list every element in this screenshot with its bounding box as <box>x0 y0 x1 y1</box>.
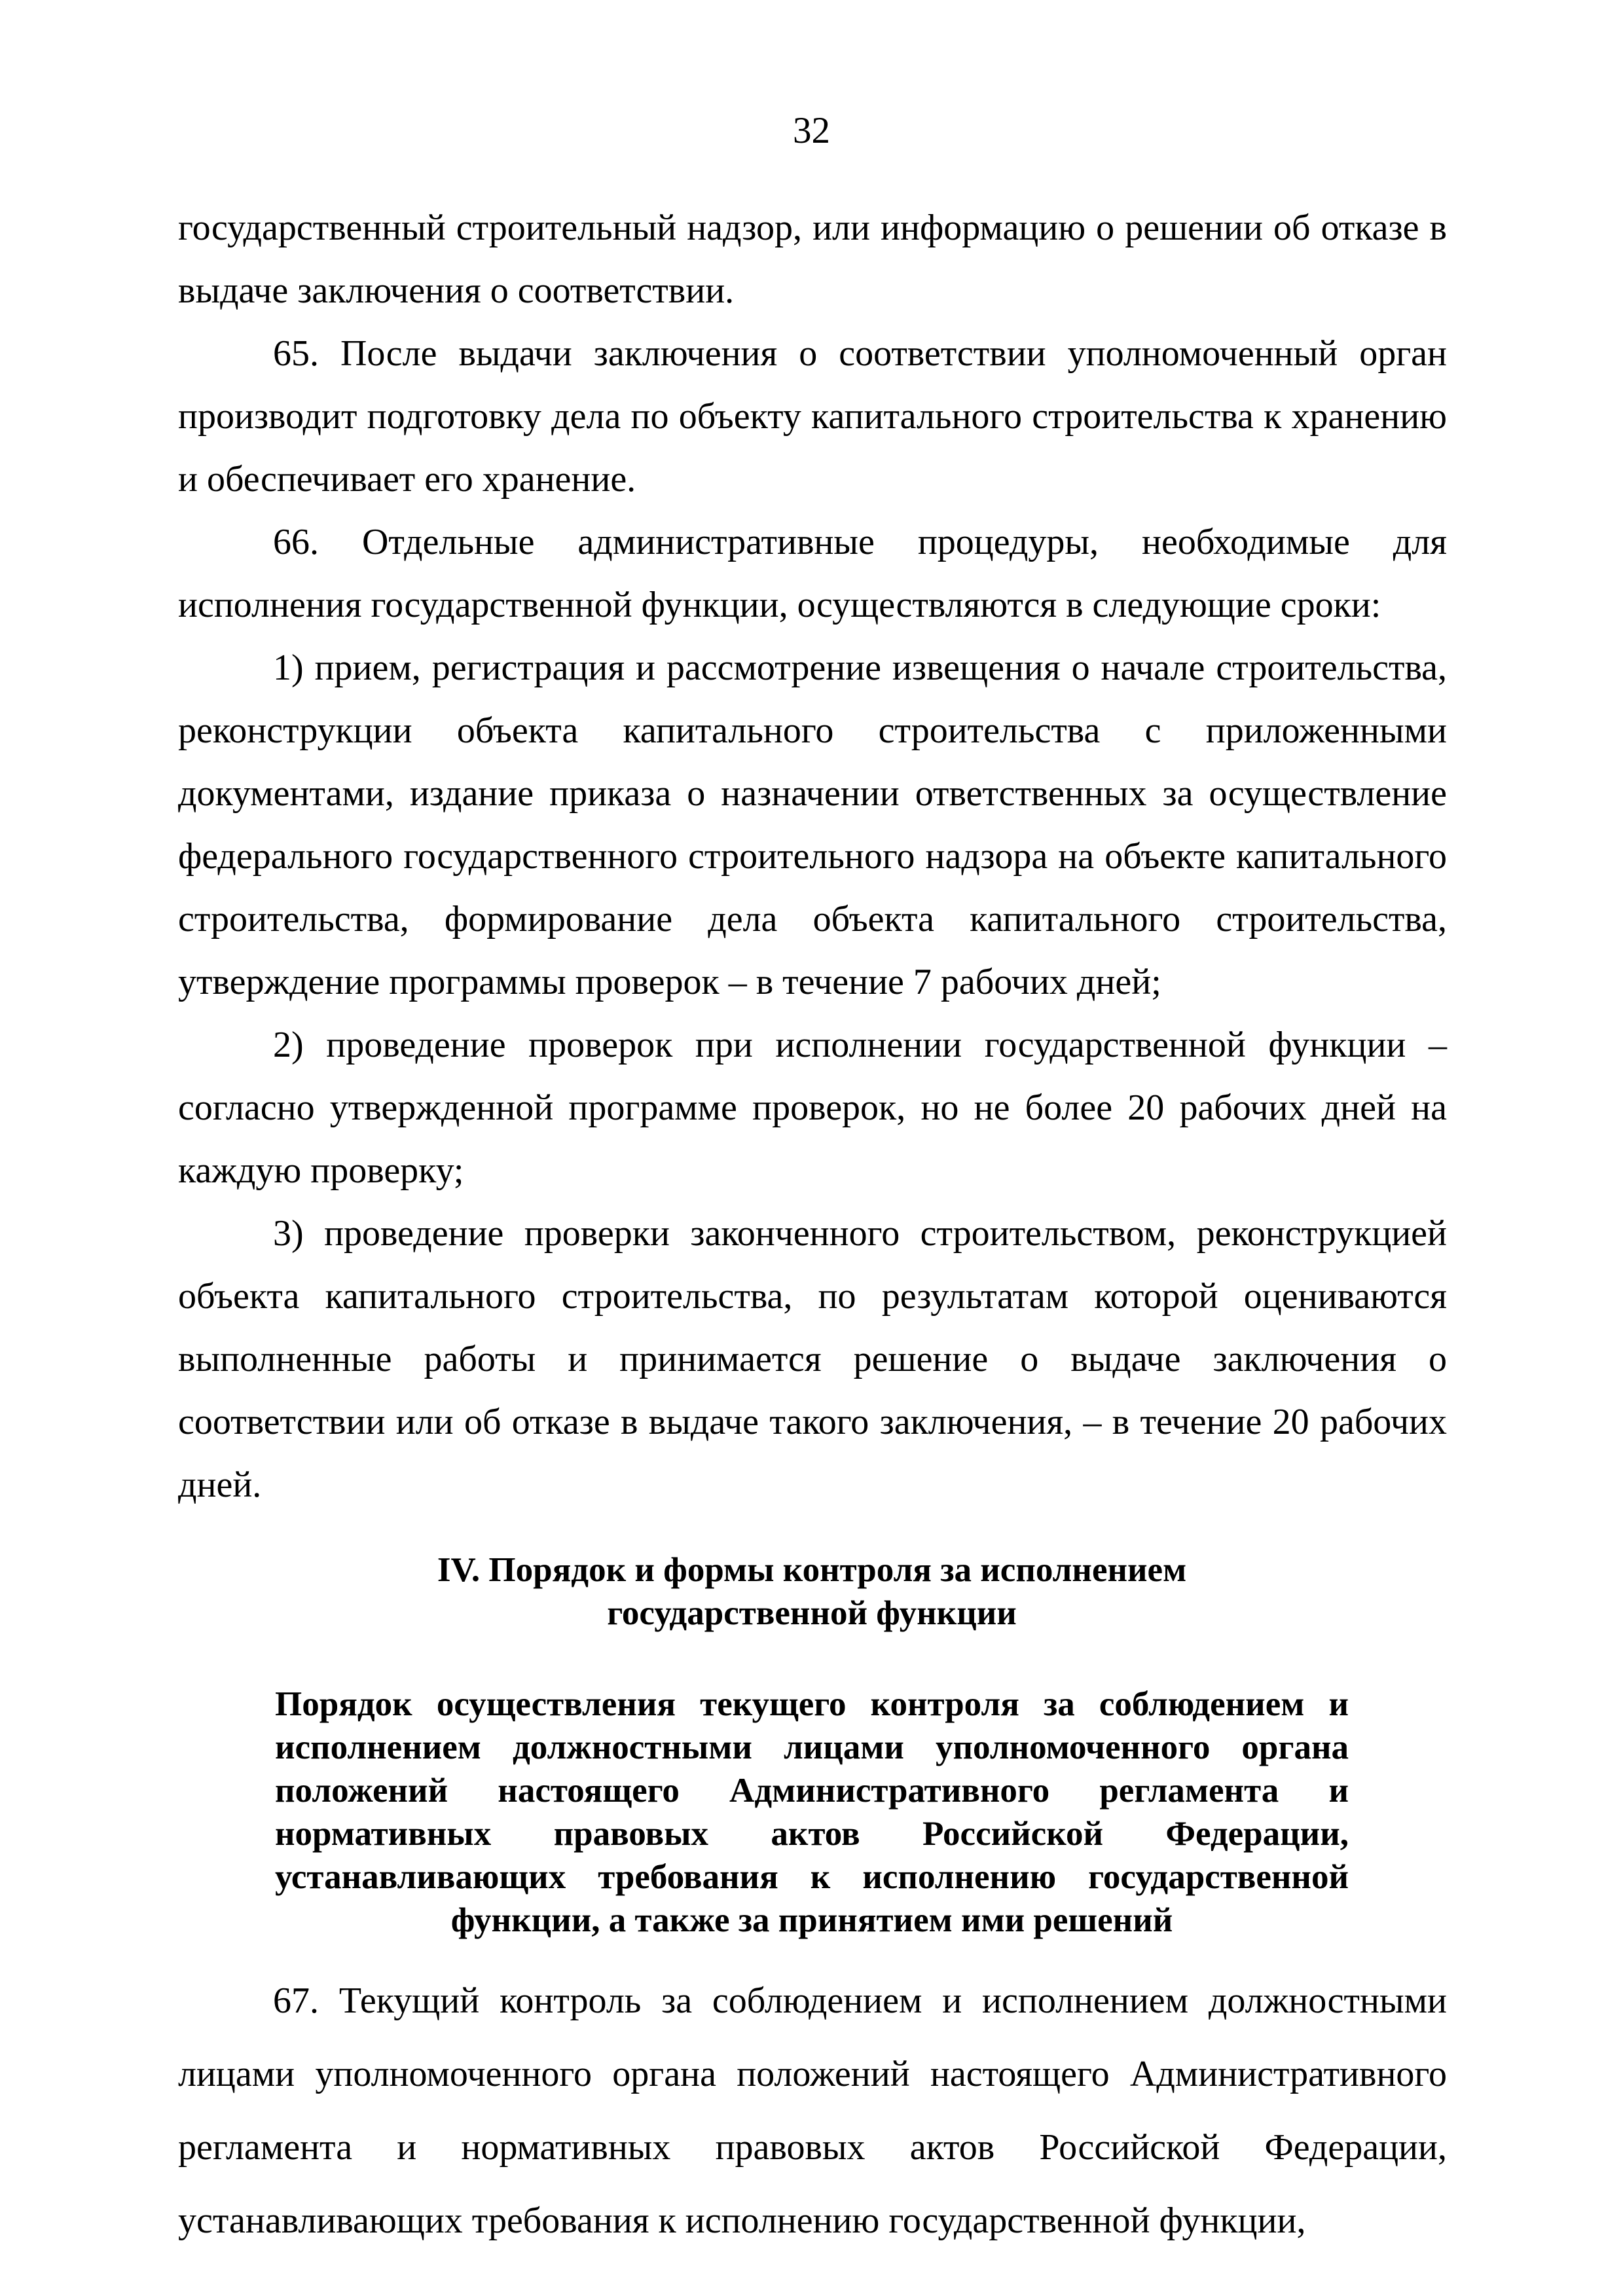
paragraph-66-item-2: 2) проведение проверок при исполнении государственной функции – согласно утвержденной программе проверок, но не более 20 рабочих дней на каждую проверку; <box>178 1025 1447 1191</box>
paragraph-continuation: государственный строительный надзор, или информацию о решении об отказе в выдаче заключения о соответствии. <box>178 208 1447 311</box>
subsection-heading: Порядок осуществления текущего контроля за соблюдением и исполнением должностными лицами уполномоченного органа положений настоящего Административного регламента и нормативных правовых актов Российской Федерации, устанавливающих требования к исполнению государственной функции, а также за принятием ими решений <box>275 1685 1349 1939</box>
paragraph-67: 67. Текущий контроль за соблюдением и исполнением должностными лицами уполномоченного органа положений настоящего Административного регламента и нормативных правовых актов Российской Федерации, устанавливающих требования к исполнению государственной функции, <box>178 1980 1447 2241</box>
section-heading-block <box>367 1548 1257 1635</box>
paragraph-66-item-1: 1) прием, регистрация и рассмотрение извещения о начале строительства, реконструкции объекта капитального строительства с приложенными документами, издание приказа о назначении ответственных за осуществление федерального государственного строительного надзора на объекте капитального строительства, формирование дела объекта капитального строительства, утверждение программы проверок – в течение 7 рабочих дней; <box>178 647 1447 1002</box>
paragraph-65: 65. После выдачи заключения о соответствии уполномоченный орган производит подготовку дела по объекту капитального строительства к хранению и обеспечивает его хранение. <box>178 333 1447 500</box>
page-number: 32 <box>793 110 830 151</box>
section-heading: IV. Порядок и формы контроля за исполнением государственной функции <box>437 1551 1187 1632</box>
body-text-top <box>178 196 1447 1516</box>
subsection-heading-block <box>275 1683 1349 1942</box>
body-text-bottom <box>178 1964 1447 2257</box>
paragraph-66: 66. Отдельные административные процедуры, необходимые для исполнения государственной функции, осуществляются в следующие сроки: <box>178 522 1447 625</box>
paragraph-66-item-3: 3) проведение проверки законченного строительством, реконструкцией объекта капитального строительства, по результатам которой оцениваются выполненные работы и принимается решение о выдаче заключения о соответствии или об отказе в выдаче такого заключения, – в течение 20 рабочих дней. <box>178 1213 1447 1505</box>
